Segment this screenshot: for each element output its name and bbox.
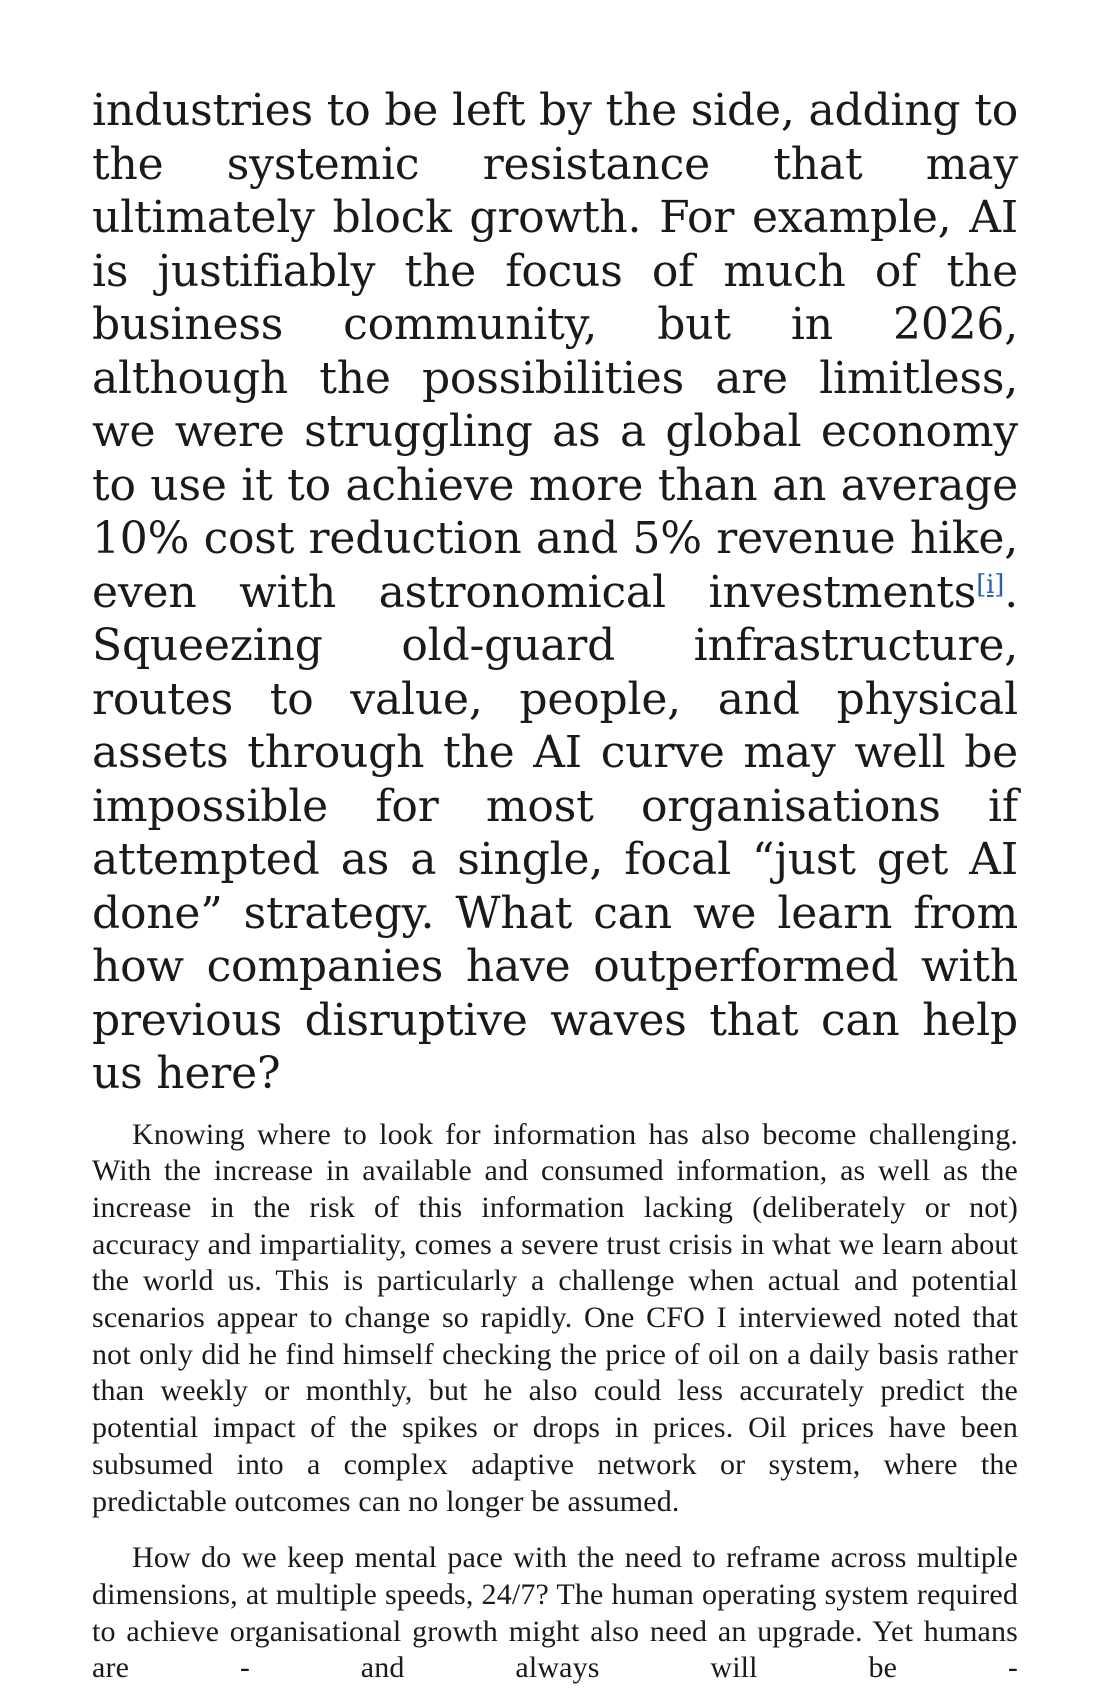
footnote-link[interactable]: [i]	[976, 569, 1005, 600]
lead-paragraph-text-2: . Squeezing old-guard infrastructure, routes to value, people, and physical assets through the AI curve may well be impossible for most organisations if attempted as a single, focal “just get AI done” strategy. What can we learn from how companies have outperformed with previous disruptive waves that can help us here?	[92, 566, 1018, 1099]
lead-paragraph-text-1: industries to be left by the side, adding to the systemic resistance that may ultimately block growth. For example, AI is justifiably the focus of much of the business community, but in 2026, although the possibilities are limitless, we were struggling as a global economy to use it to achieve more than an average 10% cost reduction and 5% revenue hike, even with astronomical investments	[92, 85, 1018, 618]
document-page	[92, 84, 1018, 1707]
lead-paragraph	[92, 84, 1018, 1101]
body-paragraph-2: How do we keep mental pace with the need to reframe across multiple dimensions, at multiple speeds, 24/7? The human operating system required to achieve organisational growth might also need an upgrade. Yet humans are - and always will be -	[92, 1541, 1018, 1685]
body-paragraph-1: Knowing where to look for information has also become challenging. With the increase in available and consumed information, as well as the increase in the risk of this information lacking (deliberately or not) accuracy and impartiality, comes a severe trust crisis in what we learn about the world us. This is particularly a challenge when actual and potential scenarios appear to change so rapidly. One CFO I interviewed noted that not only did he find himself checking the price of oil on a daily basis rather than weekly or monthly, but he also could less accurately predict the potential impact of the spikes or drops in prices. Oil prices have been subsumed into a complex adaptive network or system, where the predictable outcomes can no longer be assumed.	[92, 1117, 1018, 1518]
